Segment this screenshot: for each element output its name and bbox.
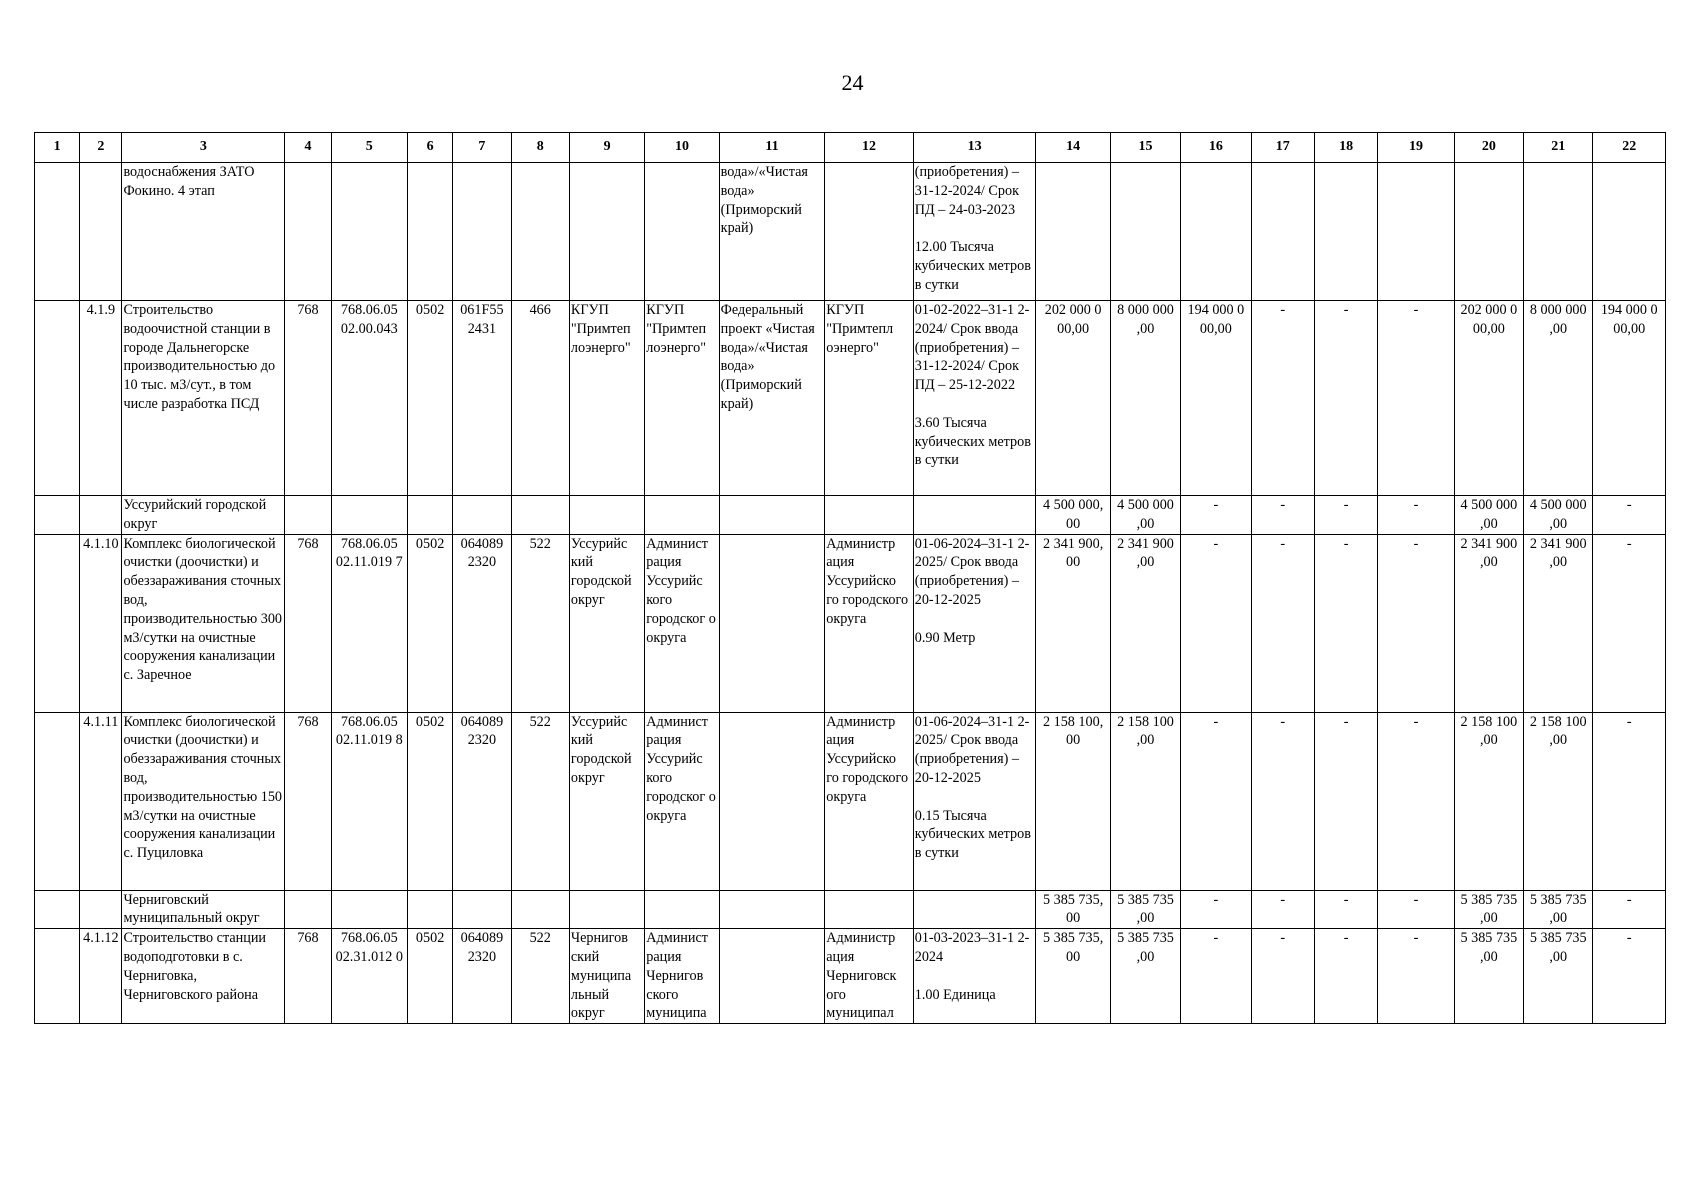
cell-col-19: - [1378,301,1454,496]
column-header-16: 16 [1181,133,1251,163]
cell-col-7: 064089 2320 [453,929,511,1024]
cell-col-22: - [1593,712,1666,890]
cell-col-22 [1593,163,1666,301]
cell-col-12 [825,496,913,535]
cell-col-9: КГУП "Примтеп лоэнерго" [569,301,644,496]
cell-col-15 [1110,163,1180,301]
cell-col-5 [331,163,407,301]
cell-col-15: 2 341 900 ,00 [1110,534,1180,712]
cell-col-6 [408,890,453,929]
cell-col-22: - [1593,534,1666,712]
cell-col-12: Администр ация Черниговск ого муниципал [825,929,913,1024]
table-row [35,301,1666,496]
cell-col-15: 4 500 000 ,00 [1110,496,1180,535]
cell-col-21: 2 158 100 ,00 [1524,712,1593,890]
cell-col-18: - [1314,301,1377,496]
cell-col-16: - [1181,534,1251,712]
cell-col-13: 01-06-2024–31-1 2-2025/ Срок ввода (приобретения) – 20-12-2025 0.15 Тысяча кубических метров в сутки [913,712,1036,890]
cell-col-18 [1314,163,1377,301]
cell-col-3: Комплекс биологической очистки (доочистки) и обеззараживания сточных вод, производительностью 300 м3/сутки на очистные сооружения канализации с. Заречное [122,534,285,712]
cell-col-22: 194 000 0 00,00 [1593,301,1666,496]
cell-col-11 [719,712,825,890]
column-header-14: 14 [1036,133,1110,163]
cell-col-4 [285,163,331,301]
cell-col-12: КГУП "Примтепл оэнерго" [825,301,913,496]
cell-col-17: - [1251,534,1314,712]
cell-col-17: - [1251,929,1314,1024]
cell-col-4: 768 [285,929,331,1024]
cell-col-1 [35,534,80,712]
cell-col-12: Администр ация Уссурийско го городского округа [825,712,913,890]
cell-col-3: Уссурийский городской округ [122,496,285,535]
table-row [35,163,1666,301]
cell-col-11 [719,534,825,712]
cell-col-4 [285,890,331,929]
cell-col-19: - [1378,929,1454,1024]
cell-col-10 [645,496,719,535]
cell-col-7: 061F55 2431 [453,301,511,496]
cell-col-9: Уссурийс кий городской округ [569,712,644,890]
cell-col-21: 5 385 735 ,00 [1524,890,1593,929]
cell-col-19: - [1378,496,1454,535]
cell-col-7 [453,163,511,301]
cell-col-18: - [1314,890,1377,929]
cell-col-19 [1378,163,1454,301]
cell-col-5: 768.06.05 02.11.019 8 [331,712,407,890]
cell-col-9 [569,163,644,301]
cell-col-1 [35,929,80,1024]
cell-col-4 [285,496,331,535]
cell-col-14: 202 000 0 00,00 [1036,301,1110,496]
cell-col-3: Строительство водоочистной станции в городе Дальнегорске производительностью до 10 тыс. м3/сут., в том числе разработка ПСД [122,301,285,496]
cell-col-3: Комплекс биологической очистки (доочистки) и обеззараживания сточных вод, производительностью 150 м3/сутки на очистные сооружения канализации с. Пуциловка [122,712,285,890]
cell-col-21: 4 500 000 ,00 [1524,496,1593,535]
cell-col-13: (приобретения) – 31-12-2024/ Срок ПД – 24-03-2023 12.00 Тысяча кубических метров в сутки [913,163,1036,301]
cell-col-5 [331,496,407,535]
cell-col-16: - [1181,712,1251,890]
column-header-1: 1 [35,133,80,163]
cell-col-21: 8 000 000 ,00 [1524,301,1593,496]
cell-col-7 [453,496,511,535]
cell-col-2 [80,890,122,929]
column-header-19: 19 [1378,133,1454,163]
cell-col-14 [1036,163,1110,301]
table-row [35,712,1666,890]
cell-col-20 [1454,163,1523,301]
page-number: 24 [841,70,864,95]
cell-col-14: 2 341 900, 00 [1036,534,1110,712]
cell-col-16: - [1181,929,1251,1024]
cell-col-15: 5 385 735 ,00 [1110,929,1180,1024]
cell-col-14: 5 385 735, 00 [1036,929,1110,1024]
cell-col-13: 01-06-2024–31-1 2-2025/ Срок ввода (приобретения) – 20-12-2025 0.90 Метр [913,534,1036,712]
cell-col-4: 768 [285,534,331,712]
cell-col-5: 768.06.05 02.31.012 0 [331,929,407,1024]
table-row [35,929,1666,1024]
cell-col-20: 4 500 000 ,00 [1454,496,1523,535]
column-header-17: 17 [1251,133,1314,163]
cell-col-12 [825,890,913,929]
cell-col-1 [35,163,80,301]
cell-col-13 [913,496,1036,535]
column-header-5: 5 [331,133,407,163]
cell-col-22: - [1593,496,1666,535]
cell-col-21: 2 341 900 ,00 [1524,534,1593,712]
cell-col-13 [913,890,1036,929]
cell-col-7: 064089 2320 [453,712,511,890]
cell-col-16 [1181,163,1251,301]
column-header-12: 12 [825,133,913,163]
cell-col-2 [80,163,122,301]
cell-col-11 [719,496,825,535]
cell-col-10: Админист рация Уссурийс кого городског о округа [645,534,719,712]
cell-col-20: 202 000 0 00,00 [1454,301,1523,496]
cell-col-21: 5 385 735 ,00 [1524,929,1593,1024]
cell-col-11: вода»/«Чистая вода» (Приморский край) [719,163,825,301]
cell-col-2: 4.1.12 [80,929,122,1024]
cell-col-5 [331,890,407,929]
cell-col-17: - [1251,496,1314,535]
cell-col-17 [1251,163,1314,301]
cell-col-17: - [1251,301,1314,496]
column-header-7: 7 [453,133,511,163]
cell-col-4: 768 [285,712,331,890]
cell-col-5: 768.06.05 02.00.043 [331,301,407,496]
cell-col-8: 522 [511,929,569,1024]
cell-col-21 [1524,163,1593,301]
column-header-21: 21 [1524,133,1593,163]
cell-col-9: Чернигов ский муниципа льный округ [569,929,644,1024]
cell-col-22: - [1593,929,1666,1024]
cell-col-14: 2 158 100, 00 [1036,712,1110,890]
cell-col-8: 466 [511,301,569,496]
cell-col-5: 768.06.05 02.11.019 7 [331,534,407,712]
cell-col-12 [825,163,913,301]
cell-col-18: - [1314,712,1377,890]
cell-col-6: 0502 [408,301,453,496]
column-header-13: 13 [913,133,1036,163]
cell-col-10 [645,890,719,929]
column-header-9: 9 [569,133,644,163]
cell-col-22: - [1593,890,1666,929]
cell-col-3: Строительство станции водоподготовки в с. Черниговка, Черниговского района [122,929,285,1024]
budget-table [34,132,1666,1024]
cell-col-10 [645,163,719,301]
cell-col-18: - [1314,929,1377,1024]
cell-col-2 [80,496,122,535]
cell-col-20: 5 385 735 ,00 [1454,890,1523,929]
column-header-18: 18 [1314,133,1377,163]
cell-col-19: - [1378,890,1454,929]
cell-col-17: - [1251,890,1314,929]
column-header-6: 6 [408,133,453,163]
cell-col-6: 0502 [408,929,453,1024]
cell-col-11 [719,890,825,929]
cell-col-8: 522 [511,534,569,712]
header-row [35,133,1666,163]
cell-col-18: - [1314,534,1377,712]
column-header-10: 10 [645,133,719,163]
cell-col-6 [408,496,453,535]
cell-col-14: 4 500 000, 00 [1036,496,1110,535]
column-header-3: 3 [122,133,285,163]
cell-col-14: 5 385 735, 00 [1036,890,1110,929]
cell-col-3: водоснабжения ЗАТО Фокино. 4 этап [122,163,285,301]
cell-col-13: 01-02-2022–31-1 2-2024/ Срок ввода (приобретения) – 31-12-2024/ Срок ПД – 25-12-2022 3.60 Тысяча кубических метров в сутки [913,301,1036,496]
cell-col-9 [569,890,644,929]
cell-col-8 [511,163,569,301]
cell-col-3: Черниговский муниципальный округ [122,890,285,929]
cell-col-2: 4.1.11 [80,712,122,890]
cell-col-8 [511,496,569,535]
cell-col-17: - [1251,712,1314,890]
table-row [35,496,1666,535]
cell-col-15: 8 000 000 ,00 [1110,301,1180,496]
column-header-8: 8 [511,133,569,163]
cell-col-2: 4.1.9 [80,301,122,496]
column-header-15: 15 [1110,133,1180,163]
cell-col-11: Федеральный проект «Чистая вода»/«Чистая вода» (Приморский край) [719,301,825,496]
cell-col-4: 768 [285,301,331,496]
cell-col-15: 5 385 735 ,00 [1110,890,1180,929]
column-header-4: 4 [285,133,331,163]
cell-col-9: Уссурийс кий городской округ [569,534,644,712]
column-header-11: 11 [719,133,825,163]
cell-col-1 [35,712,80,890]
cell-col-6 [408,163,453,301]
table-row [35,890,1666,929]
cell-col-8: 522 [511,712,569,890]
cell-col-12: Администр ация Уссурийско го городского округа [825,534,913,712]
cell-col-20: 5 385 735 ,00 [1454,929,1523,1024]
cell-col-2: 4.1.10 [80,534,122,712]
table-row [35,534,1666,712]
cell-col-6: 0502 [408,534,453,712]
cell-col-16: 194 000 0 00,00 [1181,301,1251,496]
cell-col-10: Админист рация Чернигов ского муниципа [645,929,719,1024]
column-header-2: 2 [80,133,122,163]
cell-col-20: 2 341 900 ,00 [1454,534,1523,712]
cell-col-8 [511,890,569,929]
cell-col-7 [453,890,511,929]
column-header-22: 22 [1593,133,1666,163]
cell-col-19: - [1378,534,1454,712]
cell-col-10: Админист рация Уссурийс кого городског о округа [645,712,719,890]
cell-col-6: 0502 [408,712,453,890]
cell-col-1 [35,890,80,929]
cell-col-16: - [1181,890,1251,929]
cell-col-20: 2 158 100 ,00 [1454,712,1523,890]
cell-col-7: 064089 2320 [453,534,511,712]
cell-col-18: - [1314,496,1377,535]
cell-col-13: 01-03-2023–31-1 2-2024 1.00 Единица [913,929,1036,1024]
cell-col-16: - [1181,496,1251,535]
cell-col-11 [719,929,825,1024]
cell-col-15: 2 158 100 ,00 [1110,712,1180,890]
cell-col-19: - [1378,712,1454,890]
cell-col-1 [35,496,80,535]
cell-col-1 [35,301,80,496]
cell-col-10: КГУП "Примтеп лоэнерго" [645,301,719,496]
column-header-20: 20 [1454,133,1523,163]
cell-col-9 [569,496,644,535]
